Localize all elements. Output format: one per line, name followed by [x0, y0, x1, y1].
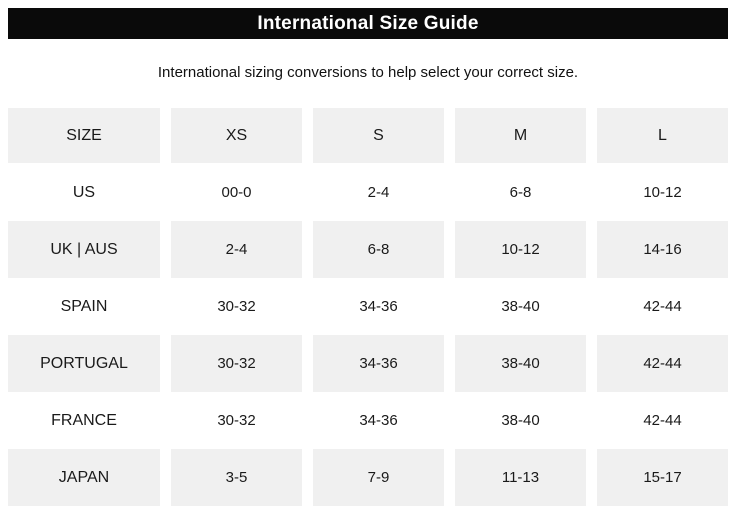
table-header-row [8, 108, 728, 163]
column-header-s: S [313, 108, 444, 163]
size-cell-portugal-l: 42-44 [597, 335, 728, 392]
size-cell-us-s: 2-4 [367, 184, 390, 201]
title-bar [8, 8, 728, 39]
page-title: International Size Guide [257, 12, 479, 34]
row-label-france: FRANCE [51, 411, 117, 429]
size-cell-spain-m: 38-40 [501, 298, 540, 315]
size-cell-france-m: 38-40 [501, 412, 540, 429]
size-cell-japan-m: 11-13 [455, 449, 586, 506]
size-cell-uk-aus-m: 10-12 [455, 221, 586, 278]
row-label-spain: SPAIN [60, 297, 108, 315]
size-cell-france-s: 34-36 [359, 412, 398, 429]
row-label-portugal: PORTUGAL [8, 335, 160, 392]
column-header-size: SIZE [8, 108, 160, 163]
size-cell-japan-s: 7-9 [313, 449, 444, 506]
size-cell-spain-xs: 30-32 [217, 298, 256, 315]
size-cell-uk-aus-s: 6-8 [313, 221, 444, 278]
size-cell-portugal-m: 38-40 [455, 335, 586, 392]
row-label-japan: JAPAN [8, 449, 160, 506]
table-row-portugal [8, 335, 728, 392]
size-cell-france-l: 42-44 [643, 412, 682, 429]
table-row-france [8, 392, 728, 449]
size-cell-us-m: 6-8 [509, 184, 532, 201]
size-cell-us-l: 10-12 [643, 184, 682, 201]
size-cell-uk-aus-xs: 2-4 [171, 221, 302, 278]
table-row-japan [8, 449, 728, 506]
size-cell-france-xs: 30-32 [217, 412, 256, 429]
column-header-l: L [597, 108, 728, 163]
table-row-uk-aus [8, 221, 728, 278]
row-label-uk-aus: UK | AUS [8, 221, 160, 278]
size-conversion-table [8, 108, 728, 506]
row-label-us: US [72, 183, 96, 201]
table-row-us [8, 164, 728, 221]
size-cell-spain-l: 42-44 [643, 298, 682, 315]
size-cell-spain-s: 34-36 [359, 298, 398, 315]
table-row-spain [8, 278, 728, 335]
size-cell-japan-xs: 3-5 [171, 449, 302, 506]
column-header-xs: XS [171, 108, 302, 163]
subtitle-text: International sizing conversions to help select your correct size. [157, 64, 579, 81]
size-cell-us-xs: 00-0 [221, 184, 252, 201]
size-cell-uk-aus-l: 14-16 [597, 221, 728, 278]
size-cell-portugal-s: 34-36 [313, 335, 444, 392]
size-cell-portugal-xs: 30-32 [171, 335, 302, 392]
size-cell-japan-l: 15-17 [597, 449, 728, 506]
column-header-m: M [455, 108, 586, 163]
